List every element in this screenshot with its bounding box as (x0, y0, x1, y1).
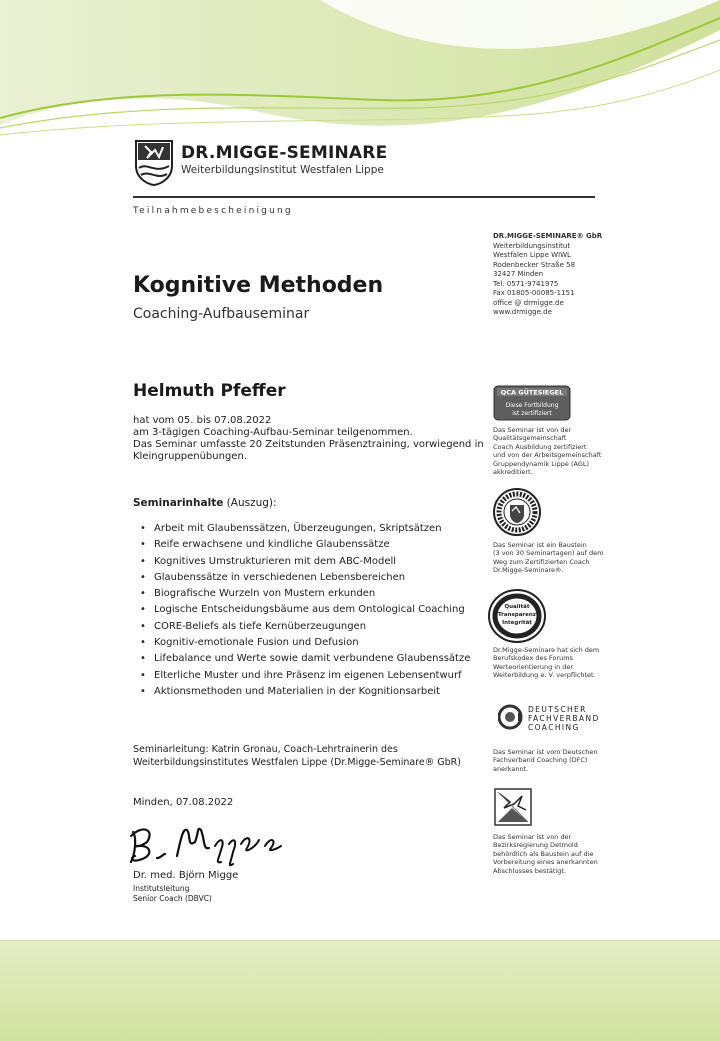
header-divider (133, 196, 595, 198)
seminar-leadership (133, 743, 461, 769)
list-item-text: CORE-Beliefs als tiefe Kernüberzeugungen (154, 620, 367, 632)
contents-heading-rest: (Auszug): (223, 497, 277, 509)
participation-line: hat vom 05. bis 07.08.2022 (133, 415, 272, 426)
list-item-text: Logische Entscheidungsbäume aus dem Ontological Coaching (154, 604, 465, 616)
caption-line: Weiterbildung e. V. verpflichtet. (493, 671, 596, 680)
dfc-logo-icon (498, 704, 526, 730)
list-item (140, 653, 470, 669)
leadership-line: Seminarleitung: Katrin Gronau, Coach-Lehrtrainerin des (133, 744, 398, 755)
certified-caption (493, 541, 623, 575)
address-block (493, 232, 613, 318)
qca-badge-title: QCA GÜTESIEGEL (500, 388, 564, 397)
caption-line: Das Seminar ist vom Deutschen (493, 748, 598, 756)
detmold-emblem (494, 788, 532, 826)
address-line: Fax 01805-00085-1151 (493, 289, 575, 297)
address-line: www.drmigge.de (493, 308, 552, 316)
caption-line: Coach Ausbildung zertifiziert (493, 442, 587, 451)
bullet: • (140, 555, 146, 567)
bullet: • (140, 685, 146, 697)
list-item (140, 686, 470, 702)
list-item-text: Elterliche Muster und ihre Präsenz im eigenen Lebensentwurf (154, 669, 462, 681)
bullet: • (140, 588, 146, 600)
list-item (140, 523, 470, 539)
handwritten-signature (125, 818, 295, 870)
dfc-logo-line: FACHVERBAND (528, 714, 600, 723)
certified-coach-seal (492, 487, 542, 537)
place-date: Minden, 07.08.2022 (133, 797, 234, 808)
qca-badge-line: ist zertifiziert (512, 410, 552, 417)
dfc-logo-line: DEUTSCHER (528, 705, 587, 714)
caption-line: behördlich als Baustein auf die (493, 849, 594, 858)
caption-line: Dr.Migge-Seminare hat sich dem (493, 646, 600, 654)
caption-line: Vorbereitung eines anerkannten (493, 858, 598, 867)
list-item (140, 604, 470, 620)
caption-line: Das Seminar ist von der (493, 833, 572, 841)
signer-role (133, 884, 212, 904)
list-item (140, 637, 470, 653)
caption-line: akkreditiert. (493, 468, 533, 477)
list-item (140, 588, 470, 604)
dfc-logo-text (528, 705, 600, 732)
document-type: Teilnahmebescheinigung (133, 206, 293, 216)
bullet: • (140, 637, 146, 649)
address-line: DR.MIGGE-SEMINARE® GbR (493, 232, 603, 240)
bullet: • (140, 571, 146, 583)
address-line: Rodenbecker Straße 58 (493, 260, 576, 269)
forum-caption (493, 646, 623, 680)
participant-name: Helmuth Pfeffer (133, 381, 286, 401)
forum-values-seal (487, 588, 547, 644)
qca-badge-line: Diese Fortbildung (505, 402, 559, 409)
participation-line: Kleingruppenübungen. (133, 451, 247, 462)
address-line: Weiterbildungsinstitut (493, 241, 571, 250)
forum-badge-line: Transparenz (498, 612, 536, 618)
caption-line: Das Seminar ist von der (493, 426, 572, 434)
caption-line: und von der Arbeitsgemeinschaft (493, 451, 602, 460)
list-item (140, 572, 470, 588)
caption-line: Das Seminar ist ein Baustein (493, 541, 587, 549)
dfc-logo-line: COACHING (528, 723, 580, 732)
bullet: • (140, 669, 146, 681)
address-line: office @ drmigge.de (493, 298, 564, 307)
caption-line: anerkannt. (493, 764, 529, 773)
participation-line: Das Seminar umfasste 20 Zeitstunden Präsenztraining, vorwiegend in (133, 439, 484, 450)
bullet: • (140, 539, 146, 551)
address-line: Westfalen Lippe WIWL (493, 251, 571, 259)
caption-line: Qualitätsgemeinschaft (493, 434, 567, 443)
list-item-text: Aktionsmethoden und Materialien in der Kognitionsarbeit (154, 685, 441, 697)
bullet: • (140, 604, 146, 616)
leadership-line: Weiterbildungsinstitutes Westfalen Lippe (Dr.Migge-Seminare® GbR) (133, 757, 461, 768)
signer-role-line: Institutsleitung (133, 884, 190, 893)
list-item (140, 539, 470, 555)
list-item-text: Kognitives Umstrukturieren mit dem ABC-Modell (154, 555, 397, 567)
caption-line: (3 von 30 Seminartagen) auf dem (493, 549, 604, 558)
forum-badge-line: Integrität (502, 620, 532, 626)
caption-line: Werteorientierung in der (493, 662, 574, 671)
org-subtitle: Weiterbildungsinstitut Westfalen Lippe (181, 164, 384, 176)
participation-line: am 3-tägigen Coaching-Aufbau-Seminar teilgenommen. (133, 427, 413, 438)
forum-badge-line: Qualität (504, 604, 530, 610)
signer-name: Dr. med. Björn Migge (133, 870, 239, 881)
org-name: DR.MIGGE-SEMINARE (181, 143, 388, 163)
course-title: Kognitive Methoden (133, 273, 384, 298)
list-item (140, 556, 470, 572)
caption-line: Fachverband Coaching (DFC) (493, 756, 588, 765)
list-item-text: Arbeit mit Glaubenssätzen, Überzeugungen, Skriptsätzen (154, 523, 442, 534)
list-item-text: Glaubenssätze in verschiedenen Lebensbereichen (154, 571, 406, 583)
caption-line: Bezirksregierung Detmold (493, 841, 578, 850)
contents-list (140, 523, 470, 702)
detmold-caption (493, 833, 623, 875)
institute-logo-emblem (133, 138, 175, 186)
caption-line: Dr.Migge-Seminare®. (493, 566, 564, 575)
caption-line: Weg zum Zertifizierten Coach (493, 557, 590, 566)
contents-heading-bold: Seminarinhalte (133, 497, 224, 509)
list-item-text: Reife erwachsene und kindliche Glaubenssätze (154, 539, 390, 551)
list-item-text: Kognitiv-emotionale Fusion und Defusion (154, 637, 359, 649)
qca-caption (493, 426, 623, 476)
list-item (140, 670, 470, 686)
bullet: • (140, 653, 146, 665)
qca-seal-badge (493, 385, 571, 421)
dfc-caption (493, 748, 623, 773)
caption-line: Abschlusses bestätigt. (493, 866, 566, 875)
caption-line: Gruppendynamik Lippe (AGL) (493, 459, 590, 468)
bullet: • (140, 523, 146, 534)
signer-role-line: Senior Coach (DBVC) (133, 894, 212, 903)
caption-line: Berufskodex des Forums (493, 654, 573, 663)
header-wave-decoration (0, 0, 720, 150)
list-item-text: Lifebalance und Werte sowie damit verbundene Glaubenssätze (154, 653, 471, 665)
address-line: Tel. 0571-9741975 (493, 279, 559, 288)
contents-heading (133, 497, 277, 509)
participation-text (133, 415, 484, 463)
footer-band (0, 940, 720, 1041)
list-item (140, 621, 470, 637)
address-line: 32427 Minden (493, 270, 544, 278)
list-item-text: Biografische Wurzeln von Mustern erkunden (154, 588, 376, 600)
bullet: • (140, 620, 146, 632)
course-subtitle: Coaching-Aufbauseminar (133, 306, 310, 322)
